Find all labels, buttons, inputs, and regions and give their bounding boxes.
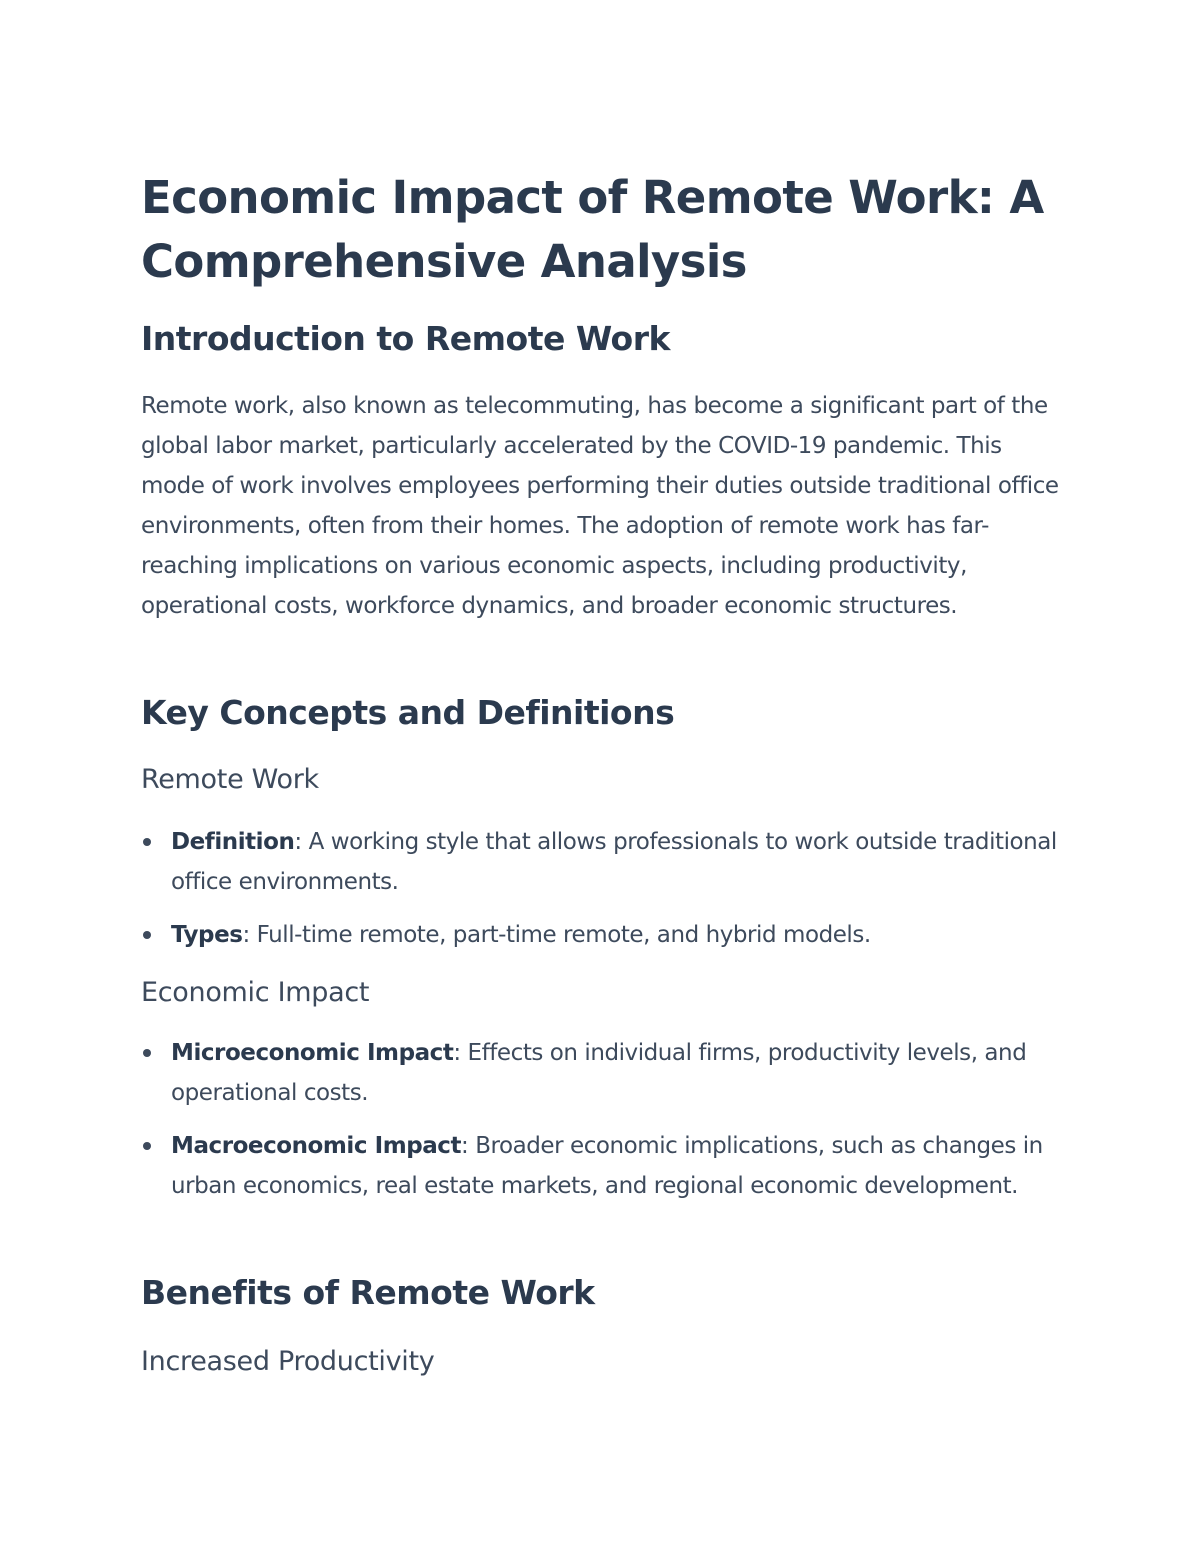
bullet-icon (143, 1142, 151, 1150)
subheading-increased-productivity: Increased Productivity (141, 1346, 435, 1377)
introduction-paragraph: Remote work, also known as telecommuting, has become a significant part of the global labor market, particularly accelerated by the COVID-19 pandemic. This mode of work involves employees performing their duties outside traditional office environments, often from their homes. The adoption of remote work has far-reaching implications on various economic aspects, including productivity, operational costs, workforce dynamics, and broader economic structures. (141, 393, 1059, 619)
list-item-term: Types (171, 922, 243, 948)
list-item-term: Definition (171, 829, 295, 855)
section-heading-benefits: Benefits of Remote Work (141, 1273, 595, 1312)
subheading-remote-work: Remote Work (141, 764, 319, 795)
list-item-text: : Broader economic implications, such as changes in urban economics, real estate markets, and regional economic development. (171, 1133, 1043, 1199)
economic-impact-list (141, 1033, 1066, 1219)
list-item (141, 1033, 1066, 1113)
list-item-text: : Full-time remote, part-time remote, and hybrid models. (242, 922, 871, 948)
document-title: Economic Impact of Remote Work: A Comprehensive Analysis (141, 171, 1044, 288)
subheading-economic-impact: Economic Impact (141, 977, 370, 1008)
list-item-text: : A working style that allows professionals to work outside traditional office environments. (171, 829, 1057, 895)
list-item (141, 915, 1066, 955)
bullet-icon (143, 931, 151, 939)
list-item (141, 1126, 1066, 1206)
remote-work-list (141, 822, 1066, 968)
bullet-icon (143, 1049, 151, 1057)
list-item-text: : Effects on individual firms, productivity levels, and operational costs. (171, 1040, 1027, 1106)
section-heading-key-concepts: Key Concepts and Definitions (141, 693, 675, 732)
list-item-term: Macroeconomic Impact (171, 1133, 462, 1159)
list-item-term: Microeconomic Impact (171, 1040, 454, 1066)
list-item (141, 822, 1066, 902)
section-heading-introduction: Introduction to Remote Work (141, 319, 670, 358)
bullet-icon (143, 838, 151, 846)
